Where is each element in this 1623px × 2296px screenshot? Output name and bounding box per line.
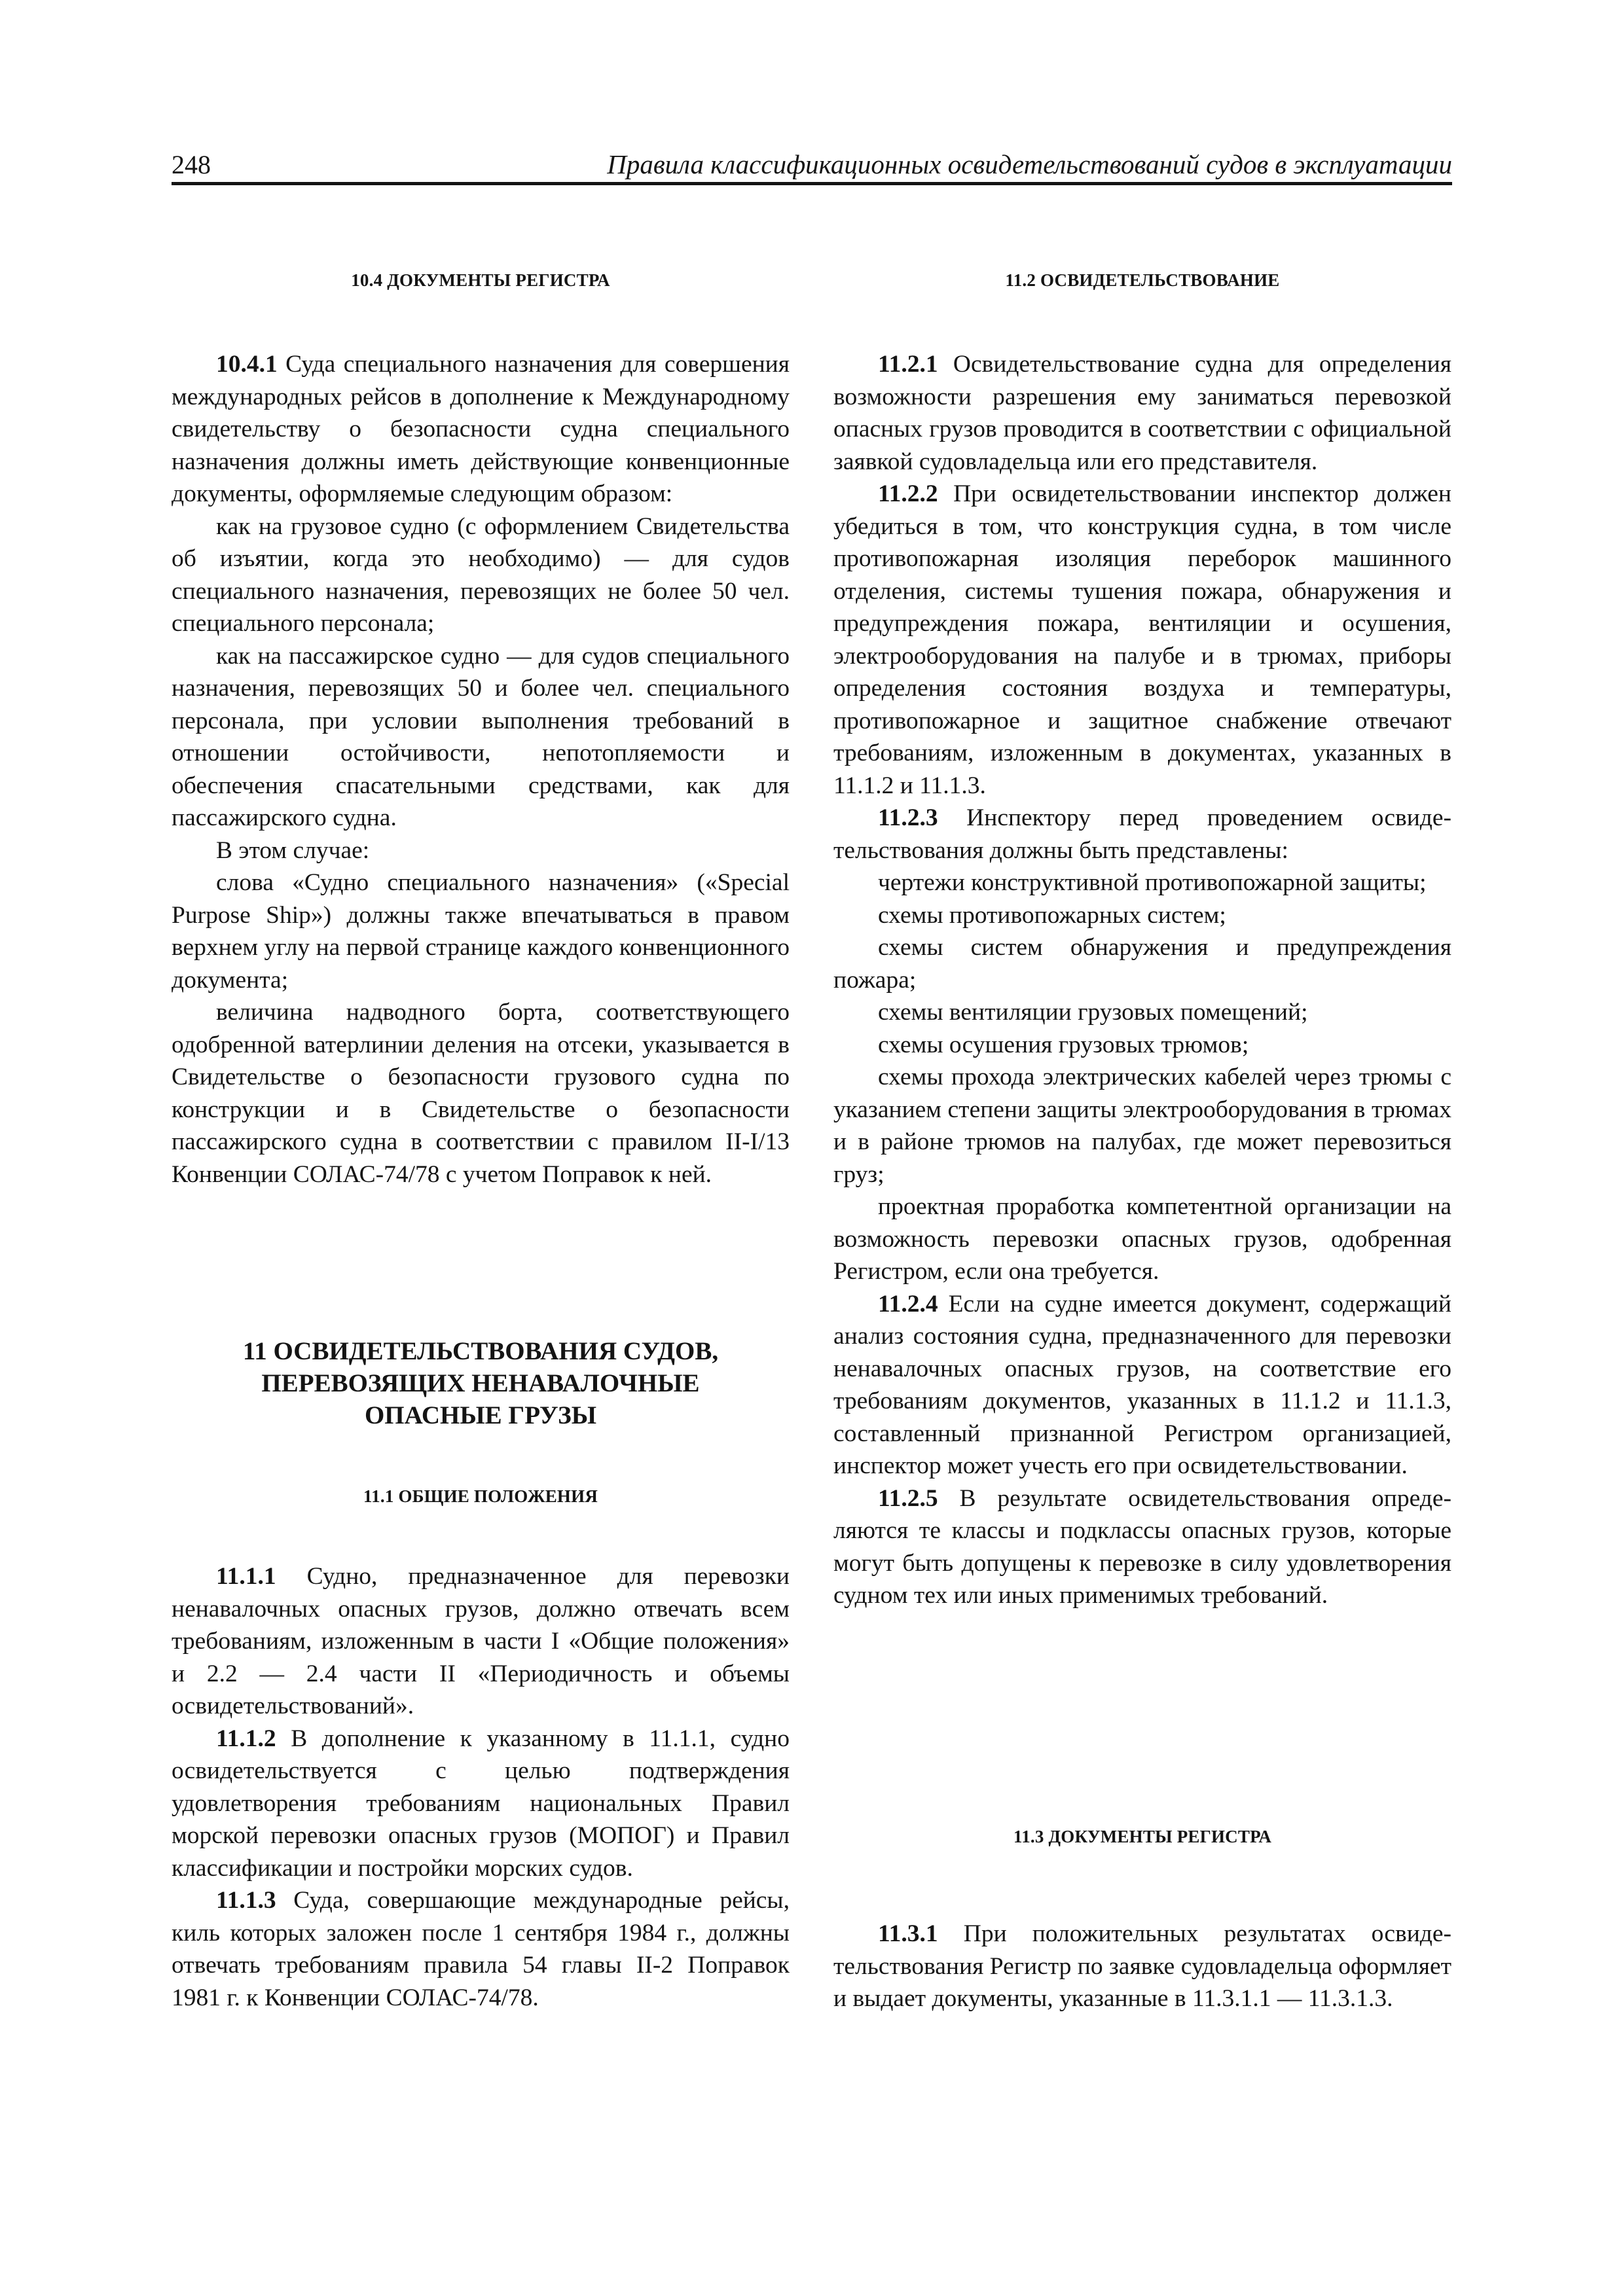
paragraph-in-this-case: В этом случае:	[216, 836, 370, 864]
clause-text: Если на судне имеется документ, содержащий анализ состояния судна, предназначенного для перевозки ненавалочных опасных грузов, на соответствие его требованиям документов, указанных в 11.1.2 и 11.1.3, составленный признанной Регистром организацией, инспектор может учесть его при освидетельствовании.	[833, 1290, 1451, 1479]
clause-text: Инспектору перед проведением освидетельствования должны быть представлены:	[833, 804, 1451, 864]
clause-text: Освидетельствование судна для определения возможности разрешения ему заниматься перевозкой опасных грузов проводится в соответствии с официальной заявкой судовладельца или его представителя.	[833, 351, 1451, 475]
page-number: 248	[172, 150, 211, 179]
clause-number: 11.1.1	[216, 1563, 276, 1590]
running-title: Правила классификационных освидетельствований судов в эксплуатации	[607, 149, 1452, 179]
clause-number: 11.2.2	[878, 480, 938, 507]
subhead-10-4: 10.4 ДОКУМЕНТЫ РЕГИСТРА	[351, 270, 610, 290]
clause-number: 11.2.4	[878, 1290, 938, 1318]
clause-number: 11.2.3	[878, 804, 938, 831]
paragraph-11-2-4	[833, 1288, 1451, 1482]
paragraph-special-purpose-words: слова «Судно специального назначения» («Special Purpose Ship») должны также впечатываться в правом верхнем углу на первой странице каждого конвенционного документа;	[172, 869, 790, 994]
section-11-heading-line: ПЕРЕВОЗЯЩИХ НЕНАВАЛОЧНЫЕ	[261, 1369, 700, 1397]
section-10-4-text	[172, 348, 790, 1191]
list-item-drawings: чертежи конструктивной противопожарной защиты;	[878, 869, 1427, 896]
clause-number: 11.1.3	[216, 1887, 276, 1914]
clause-number: 11.2.1	[878, 351, 938, 378]
clause-number: 11.3.1	[878, 1920, 938, 1947]
subhead-11-3: 11.3 ДОКУМЕНТЫ РЕГИСТРА	[1013, 1827, 1272, 1846]
paragraph-11-3-1	[833, 1918, 1451, 2015]
paragraph-cargo-ship: как на грузовое судно (с оформлением Свидетельства об изъятии, когда это необходимо) — для судов специального назначения, перевозящих не более 50 чел. специального персонала;	[172, 512, 790, 637]
paragraph-10-4-1	[172, 348, 790, 511]
subhead-11-2: 11.2 ОСВИДЕТЕЛЬСТВОВАНИЕ	[1005, 270, 1280, 290]
paragraph-11-2-2	[833, 478, 1451, 802]
paragraph-passenger-ship: как на пассажирское судно — для судов специального назначения, перевозящих 50 и более чел. специального персонала, при условии выполнения требований в отношении остойчивости, непотопляемости и обеспечения спасательными средствами, как для пассажирского судна.	[172, 642, 790, 831]
paragraph-11-1-2	[172, 1723, 790, 1885]
clause-text: Судно, предназначенное для перевозки ненавалочных опасных грузов, должно отвечать всем требованиям, изложенным в части I «Общие положения» и 2.2 — 2.4 части II «Периодичность и объемы освидетельствований».	[172, 1563, 790, 1719]
clause-text: В дополнение к указанному в 11.1.1, судно освидетельствуется с целью подтверждения удовлетворения требованиям национальных Правил морской перевозки опасных грузов (МОПОГ) и Правил классификации и постройки морских судов.	[172, 1725, 790, 1882]
paragraph-11-2-1	[833, 348, 1451, 478]
subhead-11-1: 11.1 ОБЩИЕ ПОЛОЖЕНИЯ	[363, 1486, 598, 1506]
clause-text: Суда специального назначения для совершения международных рейсов в дополнение к Международному свидетельству о безопасности судна специального назначения должны иметь действующие конвенционные документы, оформляемые следующим образом:	[172, 351, 790, 507]
section-11-heading-line: ОПАСНЫЕ ГРУЗЫ	[364, 1401, 597, 1429]
section-11-2-text	[833, 348, 1451, 1612]
clause-text: При положительных результатах освидетельствования Регистр по заявке судовладельца оформляет и выдает документы, указанные в 11.3.1.1 — 11.3.1.3.	[833, 1920, 1451, 2012]
section-11-heading	[172, 1335, 790, 1431]
list-item-drainage: схемы осушения грузовых трюмов;	[878, 1031, 1249, 1058]
section-11-3-text	[833, 1918, 1451, 2015]
clause-text: Суда, совершающие международные рейсы, киль которых заложен после 1 сентября 1984 г., должны отвечать требованиям правила 54 главы II-2 Поправок 1981 г. к Конвенции СОЛАС-74/78.	[172, 1887, 790, 2011]
section-11-heading-line: 11 ОСВИДЕТЕЛЬСТВОВАНИЯ СУДОВ,	[242, 1337, 719, 1365]
list-item-detection: схемы систем обнаружения и предупреждения пожара;	[833, 934, 1451, 994]
list-item-cables: схемы прохода электрических кабелей через трюмы с указанием степени защиты электрооборудования в трюмах и в районе трюмов на палубах, где может перевозиться груз;	[833, 1064, 1451, 1188]
paragraph-11-1-1	[172, 1560, 790, 1723]
page-header	[172, 145, 1452, 185]
paragraph-freeboard: величина надводного борта, соответствующего одобренной ватерлинии деления на отсеки, указывается в Свидетельстве о безопасности грузового судна по конструкции и в Свидетельстве о безопасности пассажирского судна в соответствии с правилом II-I/13 Конвенции СОЛАС-74/78 с учетом Поправок к ней.	[172, 999, 790, 1188]
clause-number: 11.1.2	[216, 1725, 276, 1752]
section-11-1-text	[172, 1560, 790, 2014]
paragraph-11-2-5	[833, 1482, 1451, 1612]
list-item-ventilation: схемы вентиляции грузовых помещений;	[878, 999, 1308, 1026]
list-item-fire-systems: схемы противопожарных систем;	[878, 901, 1226, 929]
paragraph-11-2-3	[833, 802, 1451, 867]
clause-number: 11.2.5	[878, 1484, 938, 1512]
clause-text: При освидетельствовании инспектор должен убедиться в том, что конструкция судна, в том числе противопожарная изоляция переборок машинного отделения, системы тушения пожара, обнаружения и предупреждения пожара, вентиляции и осушения, электрооборудования на палубе и в трюмах, приборы определения состояния воздуха и температуры, противопожарное и защитное снабжение отвечают требованиям, изложенным в документах, указанных в 11.1.2 и 11.1.3.	[833, 480, 1451, 799]
list-item-design-study: проектная проработка компетентной организации на возможность перевозки опасных грузов, одобренная Регистром, если она требуется.	[833, 1193, 1451, 1285]
clause-number: 10.4.1	[216, 351, 278, 378]
clause-text: В результате освидетельствования определяются те классы и подклассы опасных грузов, которые могут быть допущены к перевозке в силу удовлетворения судном тех или иных применимых требований.	[833, 1484, 1451, 1609]
paragraph-11-1-3	[172, 1884, 790, 2014]
